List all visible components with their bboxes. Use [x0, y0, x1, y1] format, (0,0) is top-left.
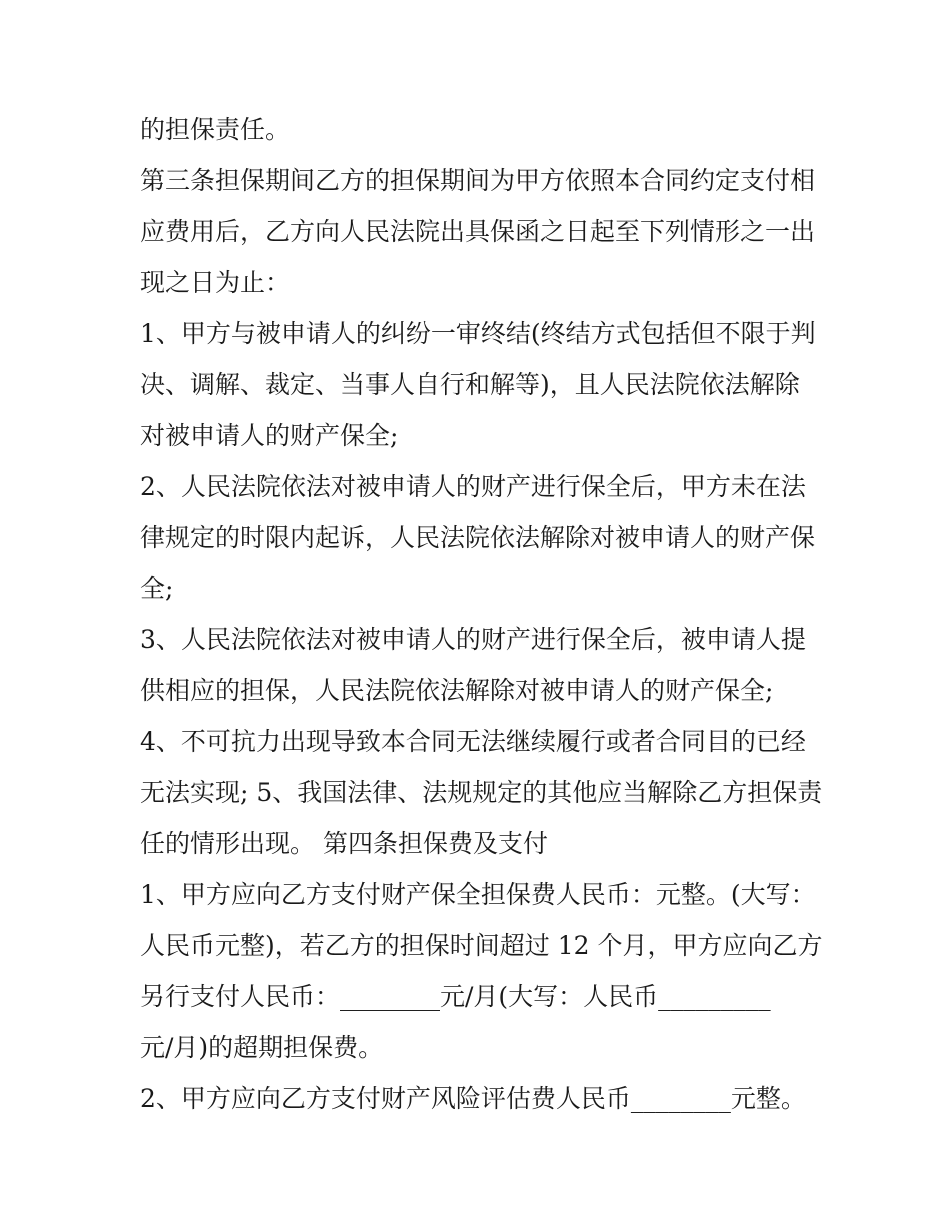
text-line: 应费用后，乙方向人民法院出具保函之日起至下列情形之一出 [140, 217, 816, 246]
text-line: 第三条担保期间乙方的担保期间为甲方依照本合同约定支付相 [140, 166, 816, 195]
text-line: 1、甲方与被申请人的纠纷一审终结(终结方式包括但不限于判 [140, 319, 816, 348]
text-line: 任的情形出现。 第四条担保费及支付 [140, 829, 548, 858]
text-line: 无法实现; 5、我国法律、法规规定的其他应当解除乙方担保责 [140, 778, 823, 807]
text-line: 元/月)的超期担保费。 [140, 1033, 384, 1062]
text-line: 的担保责任。 [140, 115, 291, 144]
text-line: 全; [140, 574, 174, 603]
text-line: 4、不可抗力出现导致本合同无法继续履行或者合同目的已经 [140, 727, 806, 756]
document-body [140, 104, 830, 1124]
text-line: 1、甲方应向乙方支付财产保全担保费人民币：元整。(大写： [140, 880, 816, 909]
text-line: 对被申请人的财产保全; [140, 421, 399, 450]
text-line: 现之日为止： [140, 268, 291, 297]
text-line: 人民币元整)，若乙方的担保时间超过 12 个月，甲方应向乙方 [140, 931, 823, 960]
text-line: 2、甲方应向乙方支付财产风险评估费人民币________元整。 [140, 1084, 806, 1113]
text-line: 另行支付人民币：________元/月(大写：人民币_________ [140, 982, 771, 1011]
text-line: 2、人民法院依法对被申请人的财产进行保全后，甲方未在法 [140, 472, 806, 501]
text-line: 供相应的担保，人民法院依法解除对被申请人的财产保全; [140, 676, 774, 705]
text-line: 决、调解、裁定、当事人自行和解等)，且人民法院依法解除 [140, 370, 800, 399]
text-line: 律规定的时限内起诉，人民法院依法解除对被申请人的财产保 [140, 523, 816, 552]
text-line: 3、人民法院依法对被申请人的财产进行保全后，被申请人提 [140, 625, 806, 654]
